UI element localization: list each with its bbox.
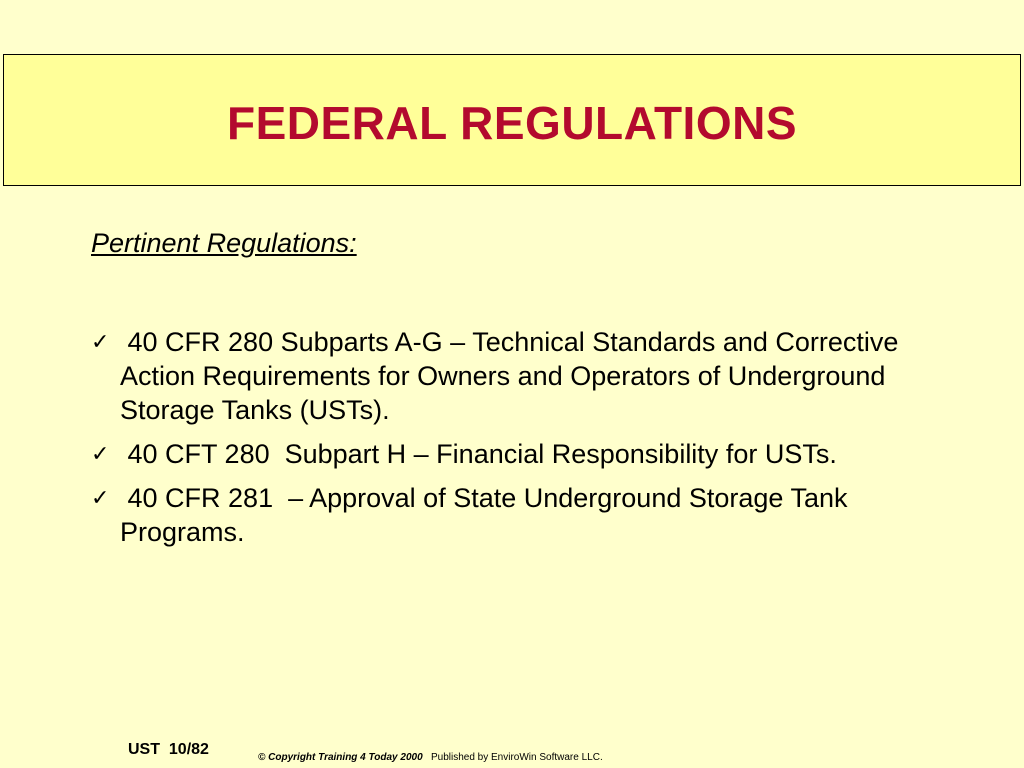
checkmark-icon: ✓: [91, 330, 110, 355]
subheading: Pertinent Regulations:: [91, 228, 357, 258]
copyright-text: © Copyright Training 4 Today 2000: [258, 752, 423, 763]
footer-credits: [258, 752, 603, 763]
title-box: [3, 54, 1021, 186]
bullet-text: 40 CFR 281 – Approval of State Underground Storage Tank Programs.: [120, 483, 855, 547]
checkmark-icon: ✓: [91, 486, 110, 511]
slide-title: FEDERAL REGULATIONS: [226, 97, 798, 149]
checkmark-icon: ✓: [91, 442, 110, 467]
bullet-list: [91, 325, 951, 559]
bullet-text: 40 CFT 280 Subpart H – Financial Responsibility for USTs.: [120, 439, 837, 469]
bullet-text: 40 CFR 280 Subparts A-G – Technical Standards and Corrective Action Requirements for Owners and Operators of Underground Storage Tanks (USTs).: [120, 327, 905, 425]
list-item: [91, 437, 951, 471]
list-item: [91, 481, 951, 549]
list-item: [91, 325, 951, 427]
slide-number: UST 10/82: [128, 741, 209, 758]
publisher-text: Published by EnviroWin Software LLC.: [430, 752, 603, 763]
